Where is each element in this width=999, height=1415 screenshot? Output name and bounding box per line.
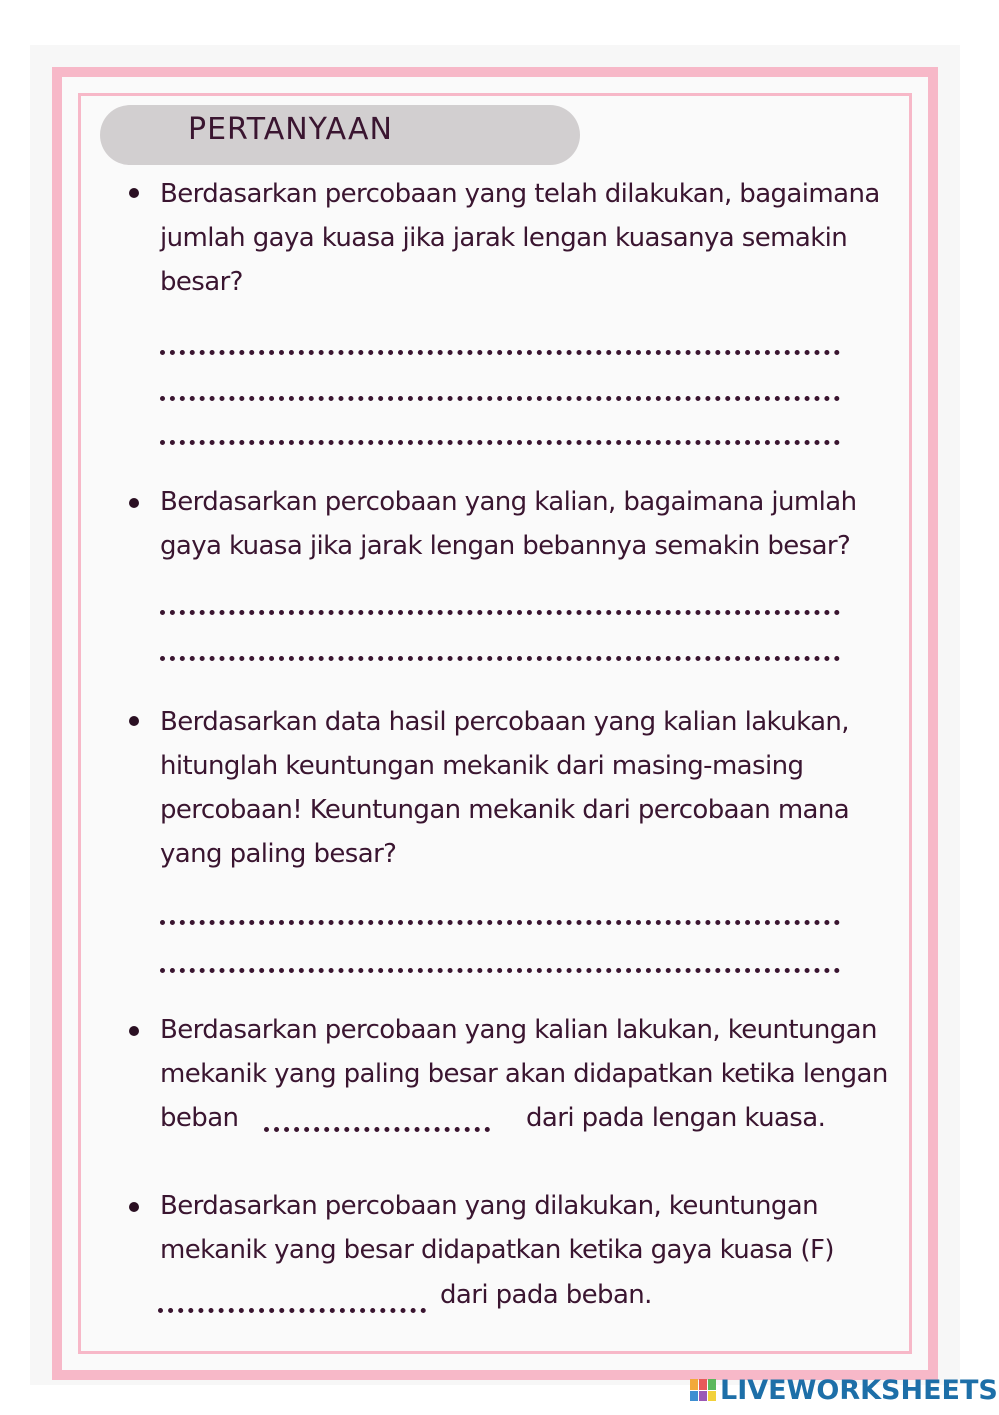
question-3-text: Berdasarkan data hasil percobaan yang kalian lakukan, hitunglah keuntungan mekanik dari masing-masing percobaan! Keuntungan mekanik dari percobaan mana yang paling besar? (160, 707, 850, 869)
bullet-icon (129, 716, 139, 726)
answer-line-2a[interactable] (160, 610, 840, 615)
answer-line-1c[interactable] (160, 440, 840, 445)
question-5-after-blank: dari pada beban. (440, 1280, 652, 1310)
question-5-line-1: Berdasarkan percobaan yang dilakukan, keuntungan (160, 1191, 818, 1221)
liveworksheets-logo-icon (690, 1379, 716, 1401)
question-4-before-blank: beban (160, 1103, 239, 1133)
question-4-after-blank: dari pada lengan kuasa. (526, 1103, 826, 1133)
answer-line-3a[interactable] (160, 920, 840, 925)
fill-blank-5[interactable] (158, 1308, 426, 1313)
question-5-line-2: mekanik yang besar didapatkan ketika gaya kuasa (F) (160, 1235, 834, 1265)
answer-line-1b[interactable] (160, 396, 840, 401)
page-title: PERTANYAAN (188, 112, 393, 147)
brand-text: LIVEWORKSHEETS (720, 1374, 998, 1406)
question-4-line-2: mekanik yang paling besar akan didapatkan ketika lengan (160, 1059, 888, 1089)
bullet-icon (129, 498, 139, 508)
answer-line-2b[interactable] (160, 656, 840, 661)
question-2-text: Berdasarkan percobaan yang kalian, bagaimana jumlah gaya kuasa jika jarak lengan bebannya semakin besar? (160, 487, 857, 561)
bullet-icon (129, 1202, 139, 1212)
bullet-icon (129, 1026, 139, 1036)
bullet-icon (129, 188, 139, 198)
fill-blank-4[interactable] (264, 1127, 490, 1132)
question-4-line-1: Berdasarkan percobaan yang kalian lakukan, keuntungan (160, 1015, 877, 1045)
liveworksheets-logo (690, 1372, 998, 1408)
question-1-text: Berdasarkan percobaan yang telah dilakukan, bagaimana jumlah gaya kuasa jika jarak lengan kuasanya semakin besar? (160, 179, 880, 297)
answer-line-3b[interactable] (160, 968, 840, 973)
answer-line-1a[interactable] (160, 350, 840, 355)
